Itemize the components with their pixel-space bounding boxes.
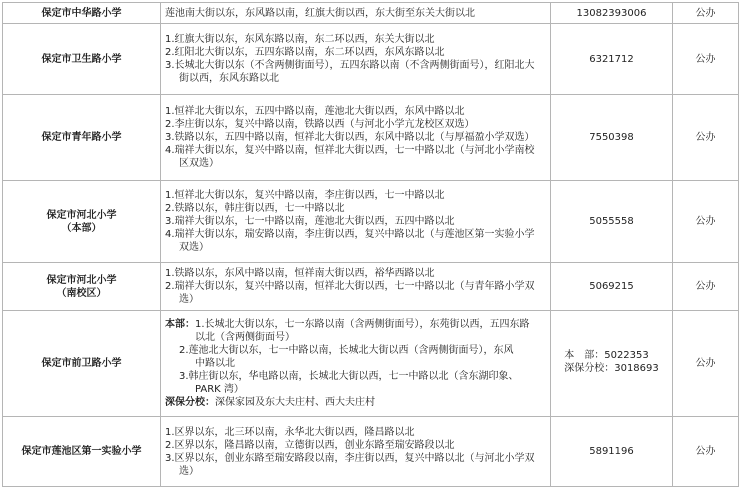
area-line: 2.李庄街以东，复兴中路以南，铁路以西（与河北小学亢龙校区双选） <box>165 119 475 130</box>
area-line: PARK 湾） <box>195 384 244 395</box>
phone-number: 5055558 <box>551 181 673 263</box>
area-line: 4.瑞祥大街以东，复兴中路以南，恒祥北大街以西，七一中路以北（与河北小学南校 <box>165 145 535 156</box>
table-row <box>3 263 739 311</box>
school-name: 保定市中华路小学 <box>3 3 161 24</box>
area-line: 2.瑞祥大街以东，复兴中路以南，恒祥北大街以西，七一中路以北（与青年路小学双 <box>165 281 535 292</box>
area-line: 街以西，东风东路以北 <box>179 73 279 84</box>
school-type: 公办 <box>673 95 739 181</box>
school-district-table <box>2 2 739 487</box>
enrollment-area <box>161 24 551 95</box>
school-name-line: （南校区） <box>56 287 107 299</box>
school-name-line: 保定市河北小学 <box>46 209 117 221</box>
area-line <box>165 396 546 409</box>
phone-number: 7550398 <box>551 95 673 181</box>
area-line: 1.恒祥北大街以东，五四中路以南，莲池北大街以西，东风中路以北 <box>165 106 465 117</box>
phone-line: 深保分校：3018693 <box>564 362 659 374</box>
area-line: 1.红旗大街以东，东风东路以南，东二环以西，东关大街以北 <box>165 34 435 45</box>
enrollment-area <box>161 417 551 487</box>
area-line: 2.铁路以东，韩庄街以西，七一中路以北 <box>165 203 345 214</box>
school-type: 公办 <box>673 181 739 263</box>
area-line: 选） <box>179 465 199 477</box>
phone-number: 13082393006 <box>551 3 673 24</box>
enrollment-area <box>161 311 551 417</box>
area-line: 2.区界以东，隆昌路以南，立德街以西，创业东路至瑞安路段以北 <box>165 439 455 451</box>
enrollment-area <box>161 181 551 263</box>
table-row <box>3 417 739 487</box>
table-row <box>3 3 739 24</box>
area-line <box>165 318 546 331</box>
school-type: 公办 <box>673 417 739 487</box>
school-name: 保定市莲池区第一实验小学 <box>3 417 161 487</box>
area-line: 1.区界以东，北三环以南，永华北大街以西，隆昌路以北 <box>165 426 415 438</box>
school-name <box>3 181 161 263</box>
area-section-head: 本部： <box>165 319 195 330</box>
area-line: 双选） <box>179 242 209 253</box>
table-row <box>3 95 739 181</box>
table-row <box>3 24 739 95</box>
school-type: 公办 <box>673 3 739 24</box>
phone-block <box>564 349 659 375</box>
area-line: 3.铁路以东，五四中路以南，恒祥北大街以西，东风中路以北（与厚福盈小学双选） <box>165 132 535 143</box>
school-name: 保定市卫生路小学 <box>3 24 161 95</box>
area-line: 选） <box>179 294 199 305</box>
area-line: 3.长城北大街以东（不含两侧街面号），五四东路以南（不含两侧街面号），红阳北大 <box>165 60 535 71</box>
school-type: 公办 <box>673 263 739 311</box>
phone-number <box>551 311 673 417</box>
enrollment-area <box>161 95 551 181</box>
area-section-text: 深保家园及东大夫庄村、西大夫庄村 <box>215 397 375 408</box>
area-line: 3.瑞祥大街以东，七一中路以南，莲池北大街以西，五四中路以北 <box>165 216 455 227</box>
school-name <box>3 263 161 311</box>
school-type: 公办 <box>673 24 739 95</box>
school-name-line: （本部） <box>61 222 102 234</box>
area-section-text: 1.长城北大街以东，七一东路以南（含两侧街面号），东苑街以西，五四东路 <box>195 319 530 330</box>
enrollment-area <box>161 263 551 311</box>
phone-line: 本 部：5022353 <box>564 349 649 361</box>
area-line: 莲池南大街以东，东风路以南，红旗大街以西，东大街至东关大街以北 <box>165 7 475 19</box>
area-line: 以北（含两侧街面号） <box>195 332 295 343</box>
enrollment-area <box>161 3 551 24</box>
area-line: 中路以北 <box>195 358 235 369</box>
area-line: 3.区界以东，创业东路至瑞安路段以南，李庄街以西，复兴中路以北（与河北小学双 <box>165 452 535 464</box>
area-section-head: 深保分校： <box>165 397 215 408</box>
area-line: 4.瑞祥大街以东，瑞安路以南，李庄街以西，复兴中路以北（与莲池区第一实验小学 <box>165 229 535 240</box>
phone-number: 5891196 <box>551 417 673 487</box>
school-name: 保定市青年路小学 <box>3 95 161 181</box>
area-line: 3.韩庄街以东，华电路以南，长城北大街以西，七一中路以北（含东湖印象、 <box>179 371 519 382</box>
area-line: 1.铁路以东，东风中路以南，恒祥南大街以西，裕华西路以北 <box>165 268 435 279</box>
table-row <box>3 311 739 417</box>
area-line: 2.红阳北大街以东，五四东路以南，东二环以西，东风东路以北 <box>165 47 445 58</box>
school-name: 保定市前卫路小学 <box>3 311 161 417</box>
area-line: 2.莲池北大街以东，七一中路以南，长城北大街以西（含两侧街面号），东风 <box>179 345 514 356</box>
area-line: 区双选） <box>179 158 219 169</box>
school-type: 公办 <box>673 311 739 417</box>
area-line: 1.恒祥北大街以东，复兴中路以南，李庄街以西，七一中路以北 <box>165 190 445 201</box>
school-name-line: 保定市河北小学 <box>46 274 117 286</box>
table-row <box>3 181 739 263</box>
phone-number: 6321712 <box>551 24 673 95</box>
phone-number: 5069215 <box>551 263 673 311</box>
